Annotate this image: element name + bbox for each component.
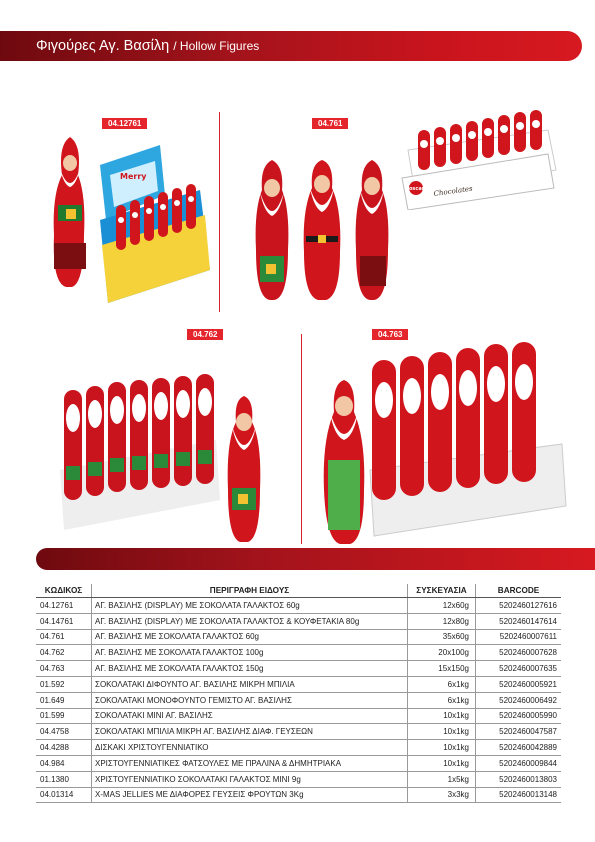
cell-code: 04.14761 bbox=[36, 613, 92, 629]
santa-figure-single-large bbox=[324, 380, 365, 544]
col-header-code: ΚΩΔΙΚΟΣ bbox=[36, 584, 92, 598]
santa-figure-3 bbox=[356, 160, 389, 300]
cell-description: ΧΡΙΣΤΟΥΓΕΝΝΙΑΤΙΚΕΣ ΦΑΤΣΟΥΛΕΣ ΜΕ ΠΡΑΛΙΝΑ & ΔΗΜΗΤΡΙΑΚΑ bbox=[92, 755, 408, 771]
cell-packaging: 6x1kg bbox=[408, 676, 476, 692]
code-label-04-761: 04.761 bbox=[312, 118, 348, 129]
cell-packaging: 6x1kg bbox=[408, 692, 476, 708]
cell-description: ΑΓ. ΒΑΣΙΛΗΣ ΜΕ ΣΟΚΟΛΑΤΑ ΓΑΛΑΚΤΟΣ 100g bbox=[92, 645, 408, 661]
cell-description: ΣΟΚΟΛΑΤΑΚΙ ΔΙΦΟΥΝΤΟ ΑΓ. ΒΑΣΙΛΗΣ ΜΙΚΡΗ ΜΠΙΛΙΑ bbox=[92, 676, 408, 692]
cell-barcode: 5202460013148 bbox=[476, 787, 562, 803]
cell-code: 04.984 bbox=[36, 755, 92, 771]
table-row bbox=[36, 692, 561, 708]
santa-figure-2 bbox=[304, 160, 341, 300]
cell-description: ΣΟΚΟΛΑΤΑΚΙ ΜΠΙΛΙΑ ΜΙΚΡΗ ΑΓ. ΒΑΣΙΛΗΣ ΔΙΑΦ. ΓΕΥΣΕΩΝ bbox=[92, 724, 408, 740]
table-row bbox=[36, 708, 561, 724]
product-image-04-761 bbox=[248, 160, 398, 305]
table-row bbox=[36, 629, 561, 645]
cell-packaging: 10x1kg bbox=[408, 708, 476, 724]
cell-description: ΣΟΚΟΛΑΤΑΚΙ ΜΙΝΙ ΑΓ. ΒΑΣΙΛΗΣ bbox=[92, 708, 408, 724]
code-label-04-12761: 04.12761 bbox=[102, 118, 147, 129]
table-header-row bbox=[36, 584, 561, 598]
title-sub: / Hollow Figures bbox=[173, 39, 260, 53]
cell-packaging: 10x1kg bbox=[408, 755, 476, 771]
cell-description: ΑΓ. ΒΑΣΙΛΗΣ ΜΕ ΣΟΚΟΛΑΤΑ ΓΑΛΑΚΤΟΣ 60g bbox=[92, 629, 408, 645]
cell-description: ΑΓ. ΒΑΣΙΛΗΣ (DISPLAY) ΜΕ ΣΟΚΟΛΑΤΑ ΓΑΛΑΚΤΟΣ 60g bbox=[92, 598, 408, 614]
product-image-04-762 bbox=[40, 370, 280, 550]
cell-barcode: 5202460042889 bbox=[476, 740, 562, 756]
cell-barcode: 5202460127616 bbox=[476, 598, 562, 614]
tray-word: Chocolates bbox=[433, 184, 474, 198]
santa-figure bbox=[54, 137, 86, 287]
svg-text:Merry: Merry bbox=[120, 172, 147, 181]
page-title bbox=[36, 38, 259, 54]
cell-barcode: 5202460005921 bbox=[476, 676, 562, 692]
santa-figure-1 bbox=[256, 160, 289, 300]
cell-code: 01.649 bbox=[36, 692, 92, 708]
cell-packaging: 12x60g bbox=[408, 598, 476, 614]
table-row bbox=[36, 787, 561, 803]
table-row bbox=[36, 771, 561, 787]
cell-barcode: 5202460007635 bbox=[476, 661, 562, 677]
cell-code: 04.762 bbox=[36, 645, 92, 661]
cell-packaging: 1x5kg bbox=[408, 771, 476, 787]
code-label-04-762: 04.762 bbox=[187, 329, 223, 340]
table-row bbox=[36, 645, 561, 661]
cell-packaging: 20x100g bbox=[408, 645, 476, 661]
cell-description: ΑΓ. ΒΑΣΙΛΗΣ ΜΕ ΣΟΚΟΛΑΤΑ ΓΑΛΑΚΤΟΣ 150g bbox=[92, 661, 408, 677]
cell-code: 04.4288 bbox=[36, 740, 92, 756]
cell-barcode: 5202460009844 bbox=[476, 755, 562, 771]
cell-code: 04.763 bbox=[36, 661, 92, 677]
cell-code: 01.599 bbox=[36, 708, 92, 724]
table-band bbox=[36, 548, 595, 570]
cell-code: 04.4758 bbox=[36, 724, 92, 740]
cell-packaging: 12x80g bbox=[408, 613, 476, 629]
cell-barcode: 5202460007611 bbox=[476, 629, 562, 645]
table-row bbox=[36, 724, 561, 740]
product-image-04-763 bbox=[310, 340, 570, 550]
cell-code: 01.1380 bbox=[36, 771, 92, 787]
product-image-04-12761 bbox=[40, 135, 220, 305]
col-header-packaging: ΣΥΣΚΕΥΑΣΙΑ bbox=[408, 584, 476, 598]
cell-description: ΑΓ. ΒΑΣΙΛΗΣ (DISPLAY) ΜΕ ΣΟΚΟΛΑΤΑ ΓΑΛΑΚΤΟΣ & ΚΟΥΦΕΤΑΚΙΑ 80g bbox=[92, 613, 408, 629]
cell-description: ΔΙΣΚΑΚΙ ΧΡΙΣΤΟΥΓΕΝΝΙΑΤΙΚΟ bbox=[92, 740, 408, 756]
cell-description: ΣΟΚΟΛΑΤΑΚΙ ΜΟΝΟΦΟΥΝΤΟ ΓΕΜΙΣΤΟ ΑΓ. ΒΑΣΙΛΗΣ bbox=[92, 692, 408, 708]
cell-code: 01.592 bbox=[36, 676, 92, 692]
code-label-04-763: 04.763 bbox=[372, 329, 408, 340]
table-row bbox=[36, 676, 561, 692]
cell-code: 04.12761 bbox=[36, 598, 92, 614]
cell-barcode: 5202460013803 bbox=[476, 771, 562, 787]
cell-packaging: 3x3kg bbox=[408, 787, 476, 803]
header-band bbox=[0, 31, 582, 61]
cell-barcode: 5202460047587 bbox=[476, 724, 562, 740]
cell-packaging: 10x1kg bbox=[408, 724, 476, 740]
cell-packaging: 15x150g bbox=[408, 661, 476, 677]
cell-code: 04.01314 bbox=[36, 787, 92, 803]
table-row bbox=[36, 598, 561, 614]
product-table bbox=[36, 584, 561, 803]
table-row bbox=[36, 755, 561, 771]
table-row bbox=[36, 613, 561, 629]
cell-code: 04.761 bbox=[36, 629, 92, 645]
santa-figure-single bbox=[228, 396, 261, 542]
col-header-barcode: BARCODE bbox=[476, 584, 562, 598]
cell-barcode: 5202460005990 bbox=[476, 708, 562, 724]
cell-description: ΧΡΙΣΤΟΥΓΕΝΝΙΑΤΙΚΟ ΣΟΚΟΛΑΤΑΚΙ ΓΑΛΑΚΤΟΣ ΜΙΝΙ 9g bbox=[92, 771, 408, 787]
cell-packaging: 10x1kg bbox=[408, 740, 476, 756]
cell-barcode: 5202460007628 bbox=[476, 645, 562, 661]
cell-description: X-MAS JELLIES ΜΕ ΔΙΑΦΟΡΕΣ ΓΕΥΣΕΙΣ ΦΡΟΥΤΩΝ 3Kg bbox=[92, 787, 408, 803]
cell-packaging: 35x60g bbox=[408, 629, 476, 645]
display-box bbox=[100, 145, 210, 303]
table-row bbox=[36, 661, 561, 677]
divider-mid bbox=[301, 334, 302, 544]
cell-barcode: 5202460147614 bbox=[476, 613, 562, 629]
product-image-tray-top bbox=[398, 110, 558, 210]
cell-barcode: 5202460006492 bbox=[476, 692, 562, 708]
tray-brand: oscar bbox=[409, 186, 425, 192]
title-main: Φιγούρες Αγ. Βασίλη bbox=[36, 38, 170, 54]
col-header-description: ΠΕΡΙΓΡΑΦΗ ΕΙΔΟΥΣ bbox=[92, 584, 408, 598]
table-row bbox=[36, 740, 561, 756]
